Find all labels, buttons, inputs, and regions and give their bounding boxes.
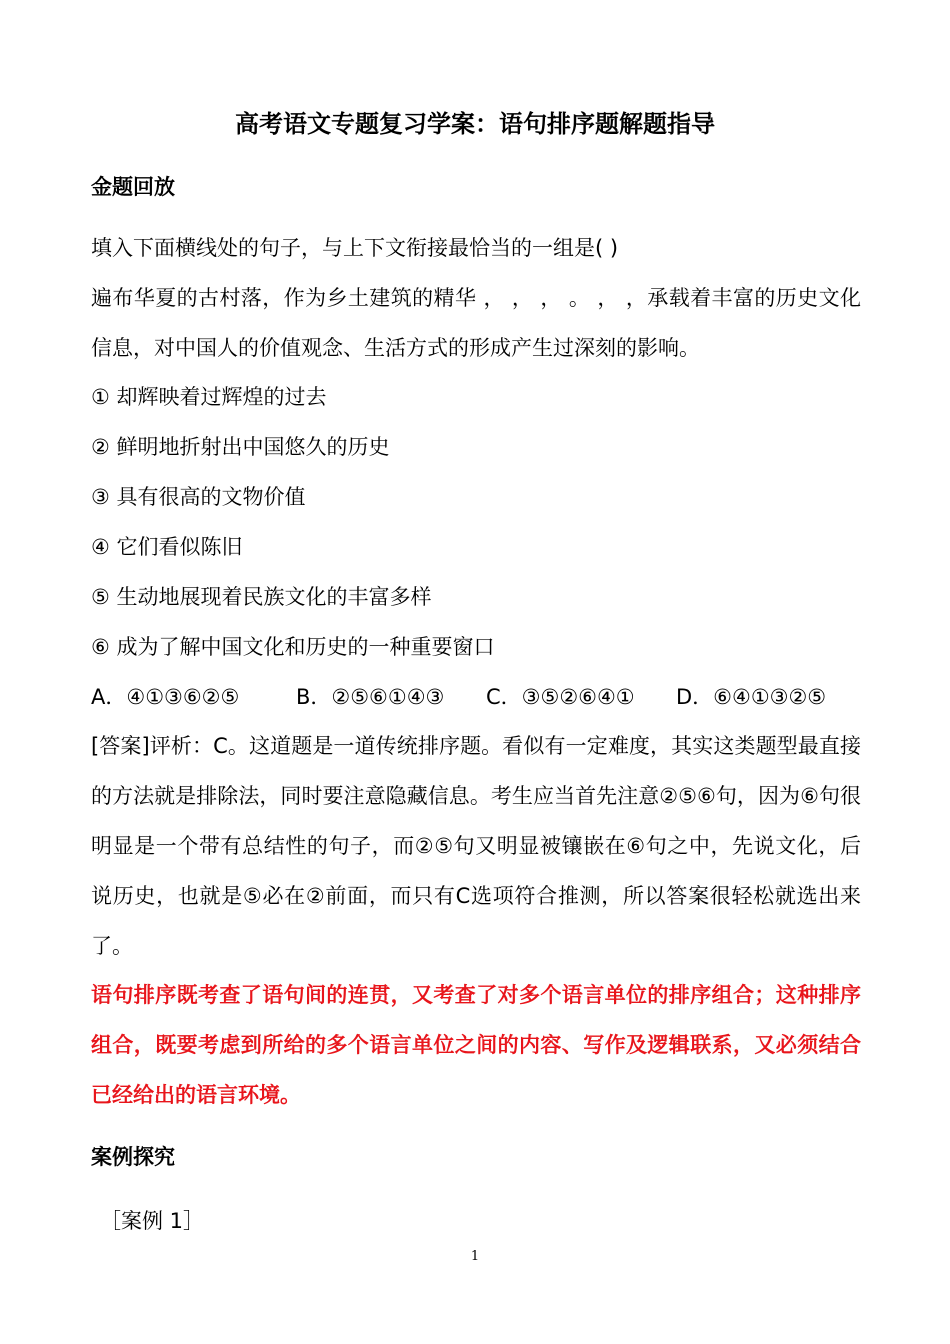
answer-analysis: [答案]评析：C。这道题是一道传统排序题。看似有一定难度，其实这类题型最直接的方法就是排除法，同时要注意隐藏信息。考生应当首先注意②⑤⑥句，因为⑥句很明显是一个带有总结性的句子，而②⑤句又明显被镶嵌在⑥句之中，先说文化，后说历史，也就是⑤必在②前面，而只有C选项符合推测，所以答案很轻松就选出来了。 bbox=[91, 734, 861, 958]
case-label: ［案例 1］ bbox=[100, 1209, 205, 1233]
list-item: ④ 它们看似陈旧 bbox=[91, 535, 243, 559]
page-number: 1 bbox=[470, 1249, 480, 1264]
list-item: ① 却辉映着过辉煌的过去 bbox=[91, 385, 327, 409]
list-item: ② 鲜明地折射出中国悠久的历史 bbox=[91, 435, 390, 459]
option-a: A．④①③⑥②⑤ bbox=[91, 685, 240, 709]
summary-emphasis: 语句排序既考查了语句间的连贯，又考查了对多个语言单位的排序组合；这种排序组合，既要考虑到所给的多个语言单位之间的内容、写作及逻辑联系，又必须结合已经给出的语言环境。 bbox=[91, 983, 861, 1107]
list-item: ③ 具有很高的文物价值 bbox=[91, 485, 306, 509]
list-item: ⑥ 成为了解中国文化和历史的一种重要窗口 bbox=[91, 635, 495, 659]
list-item: ⑤ 生动地展现着民族文化的丰富多样 bbox=[91, 585, 432, 609]
question-passage: 遍布华夏的古村落，作为乡土建筑的精华 ， ， ， 。 ， ，承载着丰富的历史文化信息，对中国人的价值观念、生活方式的形成产生过深刻的影响。 bbox=[91, 286, 861, 360]
option-c: C．③⑤②⑥④① bbox=[486, 685, 635, 709]
answer-options bbox=[91, 682, 826, 712]
document-title: 高考语文专题复习学案：语句排序题解题指导 bbox=[235, 110, 715, 138]
question-prompt: 填入下面横线处的句子，与上下文衔接最恰当的一组是( ) bbox=[91, 236, 619, 260]
option-b: B．②⑤⑥①④③ bbox=[296, 685, 445, 709]
section-heading-case-study: 案例探究 bbox=[91, 1145, 175, 1169]
option-d: D．⑥④①③②⑤ bbox=[676, 685, 827, 709]
section-heading-gold-questions: 金题回放 bbox=[91, 175, 175, 199]
